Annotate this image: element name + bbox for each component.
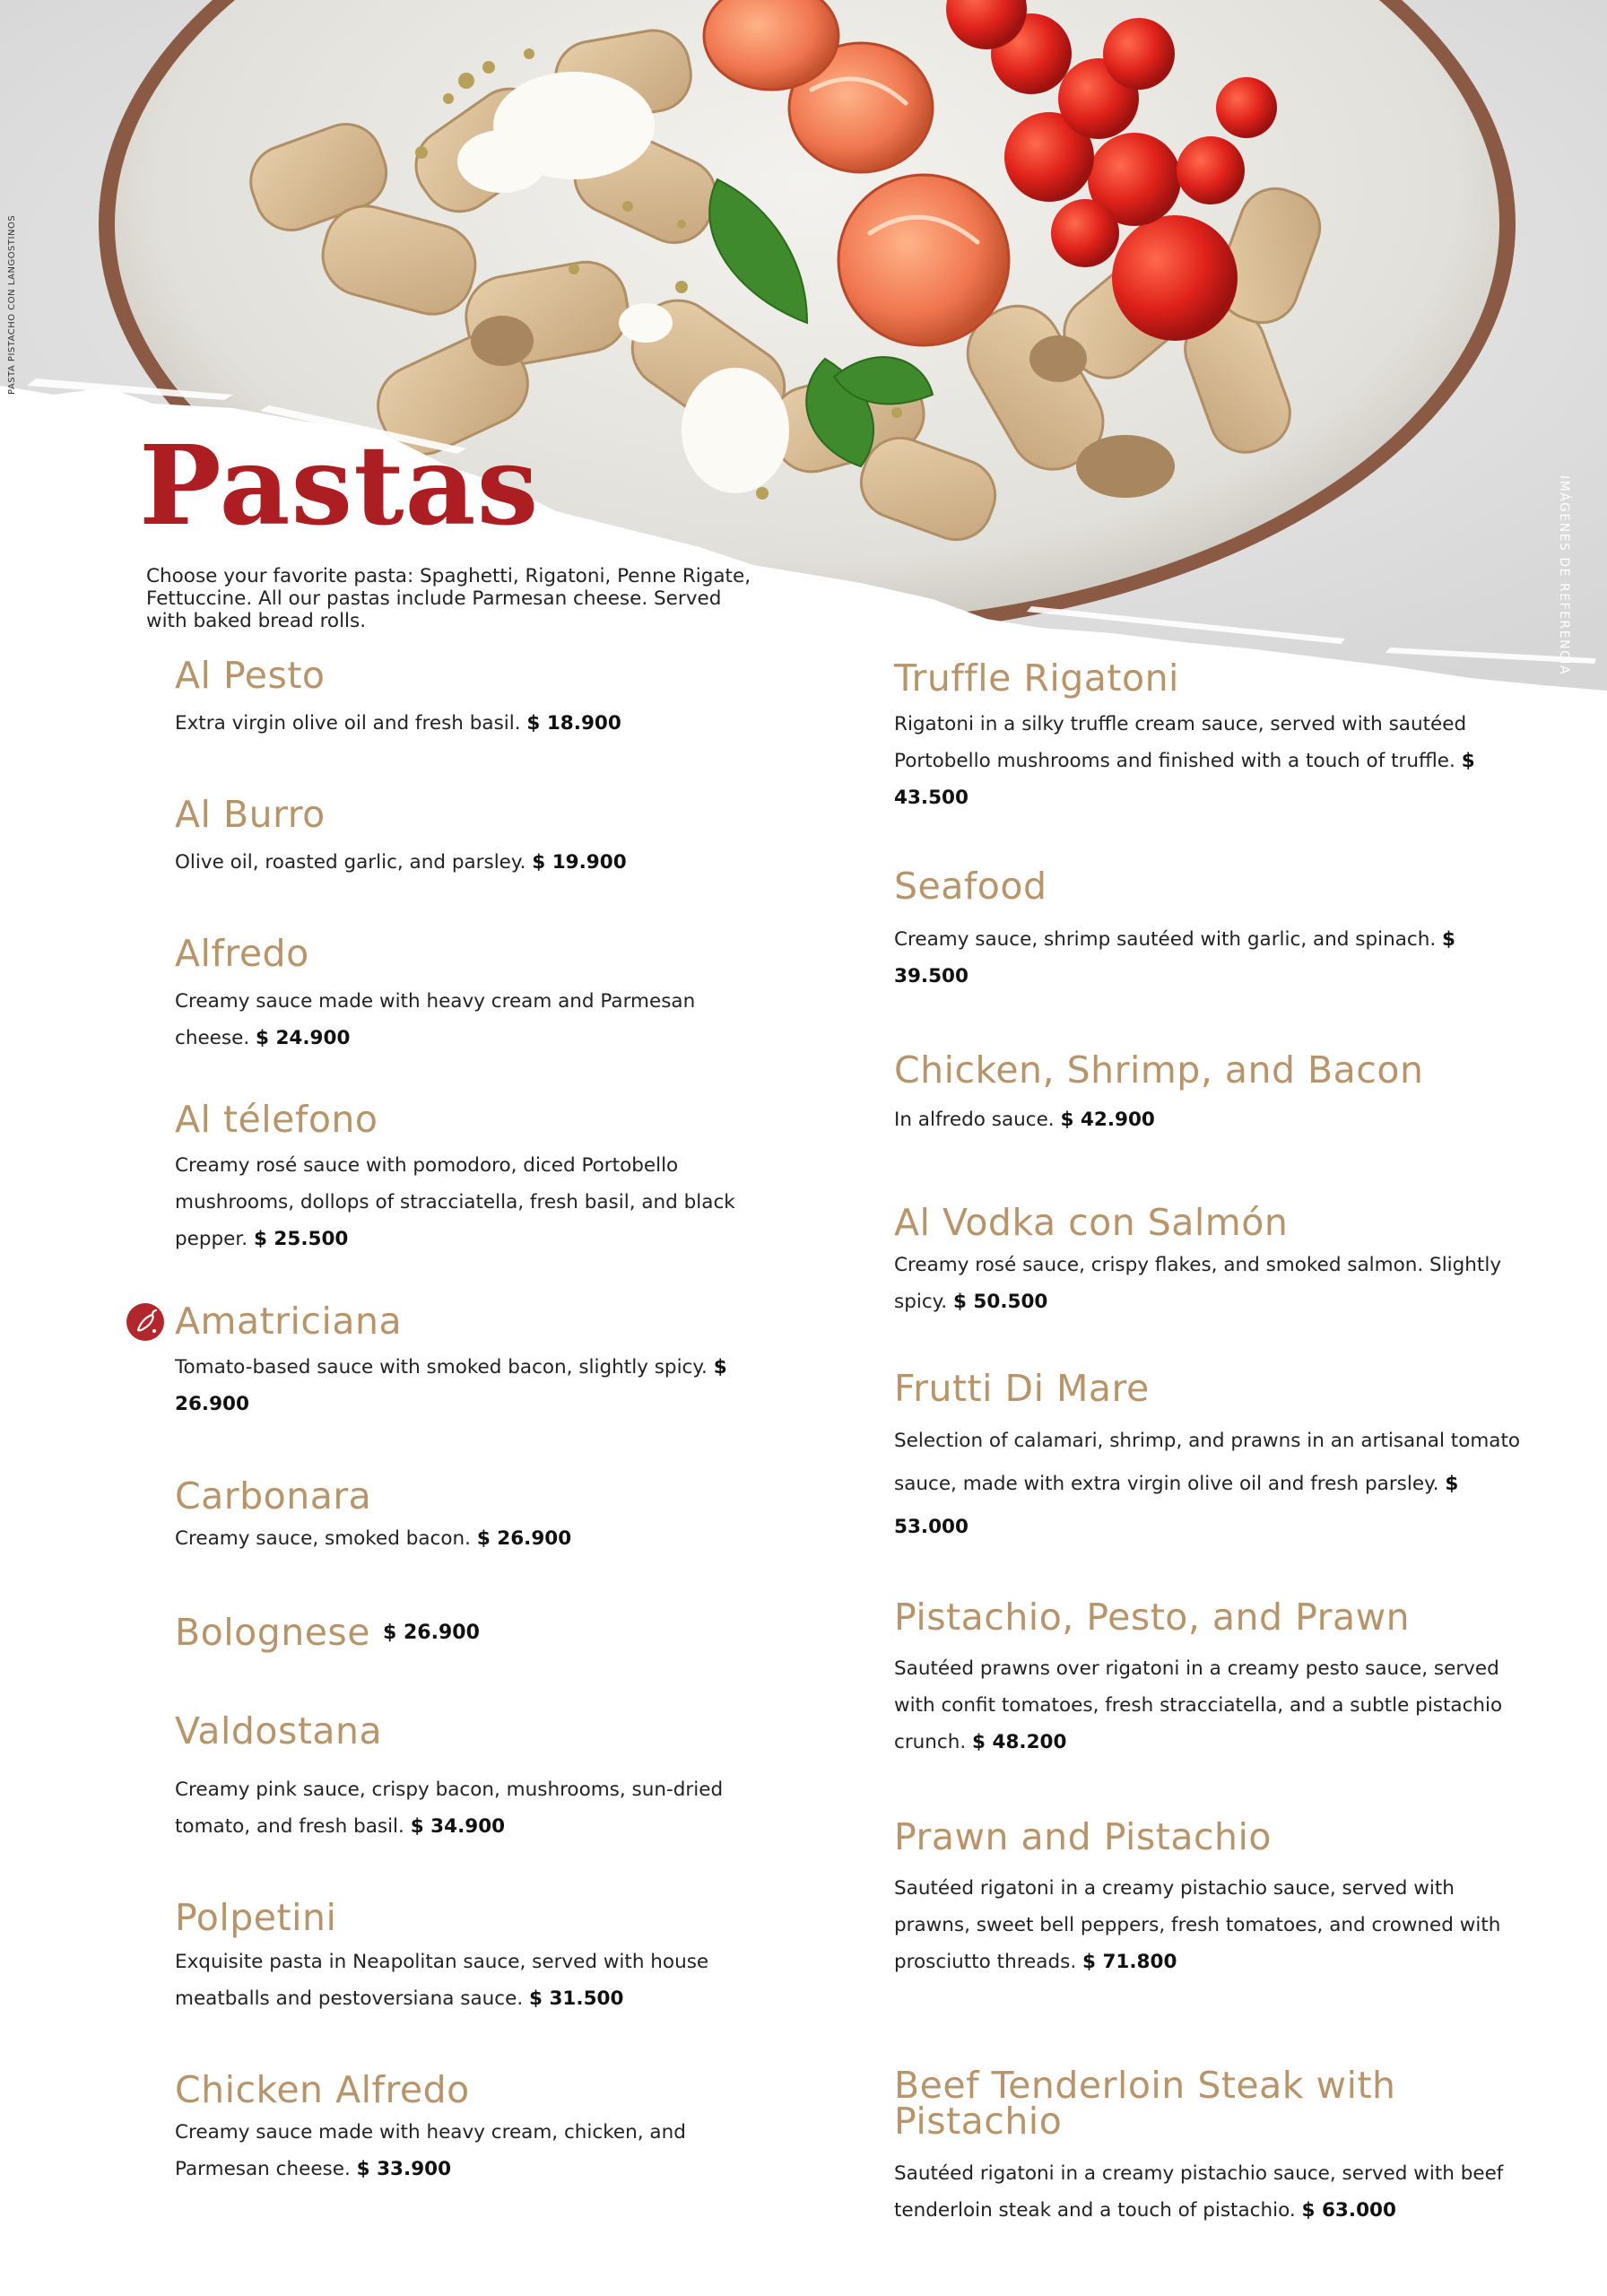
menu-item-valdostana <box>175 1709 758 1845</box>
item-price: $ 39.500 <box>894 928 1455 987</box>
item-name: Al Pesto <box>175 654 326 697</box>
item-description: Exquisite pasta in Neapolitan sauce, served with house meatballs and pestoversiana sauce. $ 31.500 <box>175 1951 709 2010</box>
side-caption-right: IMÁGENES DE REFERENCIA <box>1557 475 1571 675</box>
side-caption-left: PASTA PISTACHO CON LANGOSTINOS <box>7 214 17 395</box>
item-name: Al Burro <box>175 793 326 836</box>
menu-item-chicken-shrimp-bacon <box>894 1048 1522 1138</box>
item-name: Seafood <box>894 865 1047 908</box>
item-price: $ 43.500 <box>894 750 1475 809</box>
item-description: Creamy pink sauce, crispy bacon, mushrooms, sun-dried tomato, and fresh basil. $ 34.900 <box>175 1779 724 1838</box>
item-description: Rigatoni in a silky truffle cream sauce, served with sautéed Portobello mushrooms and finished with a touch of truffle. $ 43.500 <box>894 713 1475 809</box>
item-price: $ 26.900 <box>383 1622 480 1644</box>
item-description: Creamy rosé sauce, crispy flakes, and smoked salmon. Slightly spicy. $ 50.500 <box>894 1254 1502 1313</box>
item-price: $ 26.900 <box>175 1356 727 1415</box>
item-price: $ 24.900 <box>256 1027 351 1049</box>
item-description: Sautéed prawns over rigatoni in a creamy pesto sauce, served with confit tomatoes, fresh stracciatella, and a subtle pistachio crunch. $ 48.200 <box>894 1657 1503 1753</box>
menu-item-chicken-alfredo <box>175 2068 758 2187</box>
menu-item-al-vodka-con-salmon <box>894 1201 1522 1320</box>
item-name: Al Vodka con Salmón <box>894 1201 1289 1244</box>
item-name: Prawn and Pistachio <box>894 1815 1272 1858</box>
menu-item-al-burro <box>175 793 758 881</box>
menu-item-al-pesto <box>175 654 758 742</box>
item-price: $ 42.900 <box>1060 1109 1155 1131</box>
item-description: Selection of calamari, shrimp, and prawns in an artisanal tomato sauce, made with extra virgin olive oil and fresh parsley. $ 53.000 <box>894 1430 1521 1538</box>
item-description: In alfredo sauce. $ 42.900 <box>894 1109 1155 1131</box>
item-name: Beef Tenderloin Steak with Pistachio <box>894 2064 1396 2143</box>
item-description: Sautéed rigatoni in a creamy pistachio sauce, served with beef tenderloin steak and a touch of pistachio. $ 63.000 <box>894 2162 1504 2222</box>
item-name: Truffle Rigatoni <box>894 657 1179 700</box>
item-description: Creamy rosé sauce with pomodoro, diced Portobello mushrooms, dollops of stracciatella, fresh basil, and black pepper. $ 25.500 <box>175 1154 735 1250</box>
item-price: $ 31.500 <box>529 1987 624 2010</box>
item-name: Valdostana <box>175 1709 383 1752</box>
item-description: Extra virgin olive oil and fresh basil. $ 18.900 <box>175 712 621 735</box>
item-name: Amatriciana <box>175 1300 403 1343</box>
item-price: $ 18.900 <box>526 712 621 735</box>
item-price: $ 33.900 <box>356 2158 452 2180</box>
item-description: Creamy sauce, smoked bacon. $ 26.900 <box>175 1527 572 1550</box>
item-price: $ 26.900 <box>476 1527 572 1550</box>
item-name: Bolognese <box>175 1611 371 1654</box>
item-name: Carbonara <box>175 1474 372 1518</box>
item-description: Creamy sauce, shrimp sautéed with garlic, and spinach. $ 39.500 <box>894 928 1455 987</box>
menu-item-polpetini <box>175 1896 758 2017</box>
item-name: Chicken, Shrimp, and Bacon <box>894 1048 1424 1091</box>
item-name: Pistachio, Pesto, and Prawn <box>894 1596 1411 1639</box>
item-description: Olive oil, roasted garlic, and parsley. $ 19.900 <box>175 851 627 874</box>
item-name: Alfredo <box>175 932 309 975</box>
item-description: Tomato-based sauce with smoked bacon, slightly spicy. $ 26.900 <box>175 1356 727 1415</box>
item-price: $ 53.000 <box>894 1473 1459 1538</box>
item-description: Sautéed rigatoni in a creamy pistachio sauce, served with prawns, sweet bell peppers, fresh tomatoes, and crowned with prosciutto threads. $ 71.800 <box>894 1877 1501 1973</box>
item-name: Polpetini <box>175 1896 337 1939</box>
menu-item-frutti-di-mare <box>894 1367 1522 1549</box>
menu-item-al-telefono <box>175 1098 758 1257</box>
item-description: Creamy sauce made with heavy cream, chicken, and Parmesan cheese. $ 33.900 <box>175 2121 686 2180</box>
menu-item-carbonara <box>175 1474 758 1557</box>
item-price: $ 71.800 <box>1082 1951 1177 1973</box>
item-name: Al télefono <box>175 1098 378 1141</box>
item-name: Chicken Alfredo <box>175 2068 470 2111</box>
chili-pepper-icon <box>126 1303 164 1341</box>
item-name: Frutti Di Mare <box>894 1367 1150 1410</box>
item-price: $ 63.000 <box>1301 2199 1396 2222</box>
item-description: Creamy sauce made with heavy cream and Parmesan cheese. $ 24.900 <box>175 990 696 1049</box>
menu-item-beef-tenderloin-pistachio <box>894 2064 1522 2229</box>
item-price: $ 48.200 <box>972 1731 1067 1753</box>
menu-item-prawn-and-pistachio <box>894 1815 1522 1980</box>
item-price: $ 25.500 <box>253 1228 349 1250</box>
menu-item-pistachio-pesto-prawn <box>894 1596 1522 1761</box>
item-price: $ 34.900 <box>410 1815 506 1838</box>
menu-item-truffle-rigatoni <box>894 657 1522 816</box>
page-title: Pastas <box>139 421 540 550</box>
menu-item-amatriciana <box>175 1300 758 1422</box>
intro-text: Choose your favorite pasta: Spaghetti, Rigatoni, Penne Rigate, Fettuccine. All our pastas include Parmesan cheese. Served with baked bread rolls. <box>146 565 751 632</box>
menu-item-seafood <box>894 865 1522 995</box>
menu-item-bolognese <box>175 1611 758 1654</box>
item-price: $ 50.500 <box>952 1291 1048 1313</box>
item-price: $ 19.900 <box>532 851 627 874</box>
menu-item-alfredo <box>175 932 758 1057</box>
